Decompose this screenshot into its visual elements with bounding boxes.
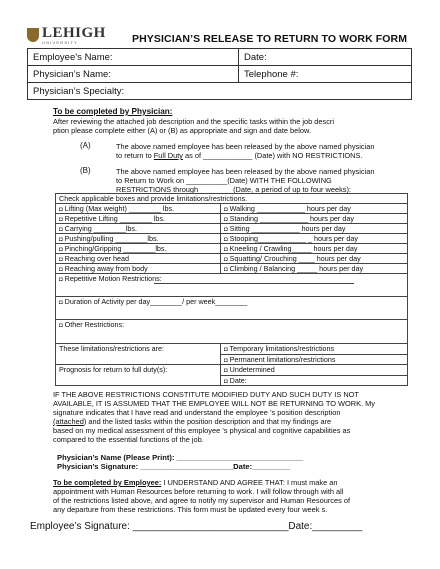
left-restriction-label: Pushing/pulling ________lbs. — [64, 234, 159, 243]
modified-duty-line-6: compared to the essential functions of the job. — [53, 435, 204, 444]
left-restriction-label: Lifting (Max weight) ________ lbs. — [64, 204, 175, 213]
checkbox-icon[interactable]: ◘ — [59, 207, 63, 213]
employee-section-heading: To be completed by Employee: — [53, 478, 162, 487]
full-duty-text: Full Duty — [153, 151, 183, 160]
right-restriction-item[interactable] — [221, 264, 408, 274]
right-restriction-label: Kneeling / Crawling_____ hours per day — [229, 244, 358, 253]
repetitive-motion-cell[interactable] — [56, 274, 408, 297]
prognosis-cell: Prognosis for return to full duty(s): — [56, 365, 221, 386]
checkbox-icon[interactable]: ◘ — [59, 227, 63, 233]
temporary-label: Temporary limitations/restrictions — [229, 344, 335, 353]
attached-text: (attached — [53, 417, 84, 426]
employee-section-line-1 — [53, 478, 413, 487]
duration-label: Duration of Activity per day________/ per week________ — [64, 297, 248, 306]
right-restriction-item[interactable] — [221, 234, 408, 244]
restrictions-grid — [55, 193, 408, 386]
checkbox-icon[interactable]: ◘ — [224, 368, 228, 374]
duration-cell[interactable] — [56, 297, 408, 320]
temporary-option[interactable] — [221, 344, 408, 355]
left-restriction-label: Pinching/Gripping ________lbs. — [64, 244, 167, 253]
modified-duty-text: ) and the listed tasks within the position description and that my findings are — [83, 417, 332, 426]
left-restriction-item[interactable] — [56, 244, 221, 254]
checkbox-icon[interactable]: ◘ — [224, 227, 228, 233]
checkbox-icon[interactable]: ◘ — [59, 323, 63, 329]
checkbox-icon[interactable]: ◘ — [59, 257, 63, 263]
modified-duty-line-4 — [53, 417, 413, 426]
checkbox-icon[interactable]: ◘ — [59, 267, 63, 273]
employee-section-line-3: of the restrictions listed above, and agree to notify my supervisor and Human Resources of — [53, 496, 351, 505]
option-b-line-2: to Return to Work on __________(Date) WITH THE FOLLOWING — [116, 176, 332, 185]
right-restriction-item[interactable] — [221, 254, 408, 264]
modified-duty-line-5: based on my medical assessment of this employee ’s physical and cognitive capabilities as — [53, 426, 351, 435]
telephone-field[interactable]: Telephone #: — [239, 66, 412, 83]
checkbox-icon[interactable]: ◘ — [59, 247, 63, 253]
form-title: PHYSICIAN’S RELEASE TO RETURN TO WORK FORM — [132, 33, 408, 45]
left-restriction-item[interactable] — [56, 264, 221, 274]
checkbox-icon[interactable]: ◘ — [59, 300, 63, 306]
physician-name-field[interactable]: Physician’s Name: — [28, 66, 239, 83]
logo-name: LEHIGH — [42, 25, 106, 41]
date-field[interactable]: Date: — [239, 49, 412, 66]
right-restriction-item[interactable] — [221, 224, 408, 234]
checkbox-icon[interactable]: ◘ — [224, 257, 228, 263]
checkbox-icon[interactable]: ◘ — [224, 357, 228, 364]
employee-section-line-4: any departure from these restrictions. This form must be updated every four week s. — [53, 505, 328, 514]
limits-are-cell: These limitations/restrictions are: — [56, 344, 221, 365]
left-restriction-label: Reaching over head — [64, 254, 129, 263]
checkbox-icon[interactable]: ◘ — [224, 207, 228, 213]
right-restriction-label: Walking ____________ hours per day — [229, 204, 351, 213]
left-restriction-item[interactable] — [56, 254, 221, 264]
employee-signature-field[interactable]: Employee’s Signature: ____________________________Date:_________ — [30, 521, 363, 532]
intro-line-1: After reviewing the attached job description and the specific tasks within the job descri — [53, 117, 334, 126]
checkbox-icon[interactable]: ◘ — [224, 378, 228, 385]
shield-icon — [27, 28, 39, 42]
left-restriction-label: Carrying ________lbs. — [64, 224, 137, 233]
modified-duty-line-3: signature indicates that I have read and understand the employee ’s position description — [53, 408, 341, 417]
option-a-text: to return to — [116, 151, 154, 160]
right-restriction-label: Stooping____________ _ hours per day — [229, 234, 358, 243]
physician-print-name-field[interactable]: Physician’s Name (Please Print): ______________________________ — [57, 453, 304, 462]
prognosis-date-option[interactable] — [221, 375, 408, 386]
checkbox-icon[interactable]: ◘ — [224, 347, 228, 353]
left-restriction-item[interactable] — [56, 234, 221, 244]
option-b-line-3: RESTRICTIONS through ________(Date, a period of up to four weeks): — [116, 185, 351, 194]
checkbox-icon[interactable]: ◘ — [59, 277, 63, 283]
modified-duty-line-2: AVAILABLE, IT IS ASSUMED THAT THE EMPLOYEE WILL NOT BE RETURNING TO WORK. My — [53, 399, 375, 408]
checkbox-icon[interactable]: ◘ — [59, 237, 63, 243]
option-a-text-post: as of ____________ (Date) with NO RESTRICTIONS. — [182, 151, 363, 160]
lehigh-logo — [27, 27, 127, 49]
grid-header: Check applicable boxes and provide limitations/restrictions. — [56, 194, 408, 204]
option-a-line-2 — [116, 151, 406, 160]
permanent-option[interactable] — [221, 354, 408, 365]
option-b-label: (B) — [80, 166, 91, 175]
employee-section-line-2: appointment with Human Resources before returning to work. I will follow through with all — [53, 487, 344, 496]
physician-signature-field[interactable]: Physician’s Signature: ______________________Date:_________ — [57, 462, 291, 471]
right-restriction-label: Climbing / Balancing _____ hours per day — [229, 264, 364, 273]
repetitive-motion-label: Repetitive Motion Restrictions: — [64, 274, 162, 283]
prognosis-date-label: Date: — [229, 375, 247, 385]
modified-duty-line-1: IF THE ABOVE RESTRICTIONS CONSTITUTE MODIFIED DUTY AND SUCH DUTY IS NOT — [53, 390, 359, 399]
header-table — [27, 48, 412, 100]
other-restrictions-cell[interactable] — [56, 320, 408, 344]
physician-section-heading: To be completed by Physician: — [53, 107, 173, 116]
undetermined-option[interactable] — [221, 365, 408, 376]
permanent-label: Permanent limitations/restrictions — [229, 354, 336, 364]
left-restriction-label: Repetitive Lifting ________ lbs. — [64, 214, 165, 223]
right-restriction-item[interactable] — [221, 214, 408, 224]
logo-subtitle: UNIVERSITY — [42, 40, 79, 45]
checkbox-icon[interactable]: ◘ — [224, 267, 228, 273]
right-restriction-label: Squatting/ Crouching ____ hours per day — [229, 254, 361, 263]
option-a-label: (A) — [80, 141, 91, 150]
left-restriction-item[interactable] — [56, 204, 221, 214]
option-b-line-1: The above named employee has been released by the above named physician — [116, 167, 375, 176]
right-restriction-label: Sitting ____________ hours per day — [229, 224, 346, 233]
checkbox-icon[interactable]: ◘ — [224, 237, 228, 243]
specialty-field[interactable]: Physician’s Specialty: — [28, 83, 412, 100]
checkbox-icon[interactable]: ◘ — [224, 247, 228, 253]
employee-agreement-text: I UNDERSTAND AND AGREE THAT: I must make an — [161, 478, 338, 487]
undetermined-label: Undetermined — [229, 365, 275, 374]
checkbox-icon[interactable]: ◘ — [59, 217, 63, 223]
right-restriction-label: Standing ____________ hours per day — [229, 214, 354, 223]
right-restriction-item[interactable] — [221, 204, 408, 214]
left-restriction-item[interactable] — [56, 224, 221, 234]
option-a-line-1: The above named employee has been released by the above named physician — [116, 142, 375, 151]
intro-line-2: ption please complete either (A) or (B) as appropriate and sign and date below. — [53, 126, 312, 135]
employee-name-field[interactable]: Employee’s Name: — [28, 49, 239, 66]
right-restriction-item[interactable] — [221, 244, 408, 254]
other-restrictions-label: Other Restrictions: — [64, 320, 125, 329]
checkbox-icon[interactable]: ◘ — [224, 217, 228, 223]
left-restriction-item[interactable] — [56, 214, 221, 224]
left-restriction-label: Reaching away from body — [64, 264, 148, 273]
